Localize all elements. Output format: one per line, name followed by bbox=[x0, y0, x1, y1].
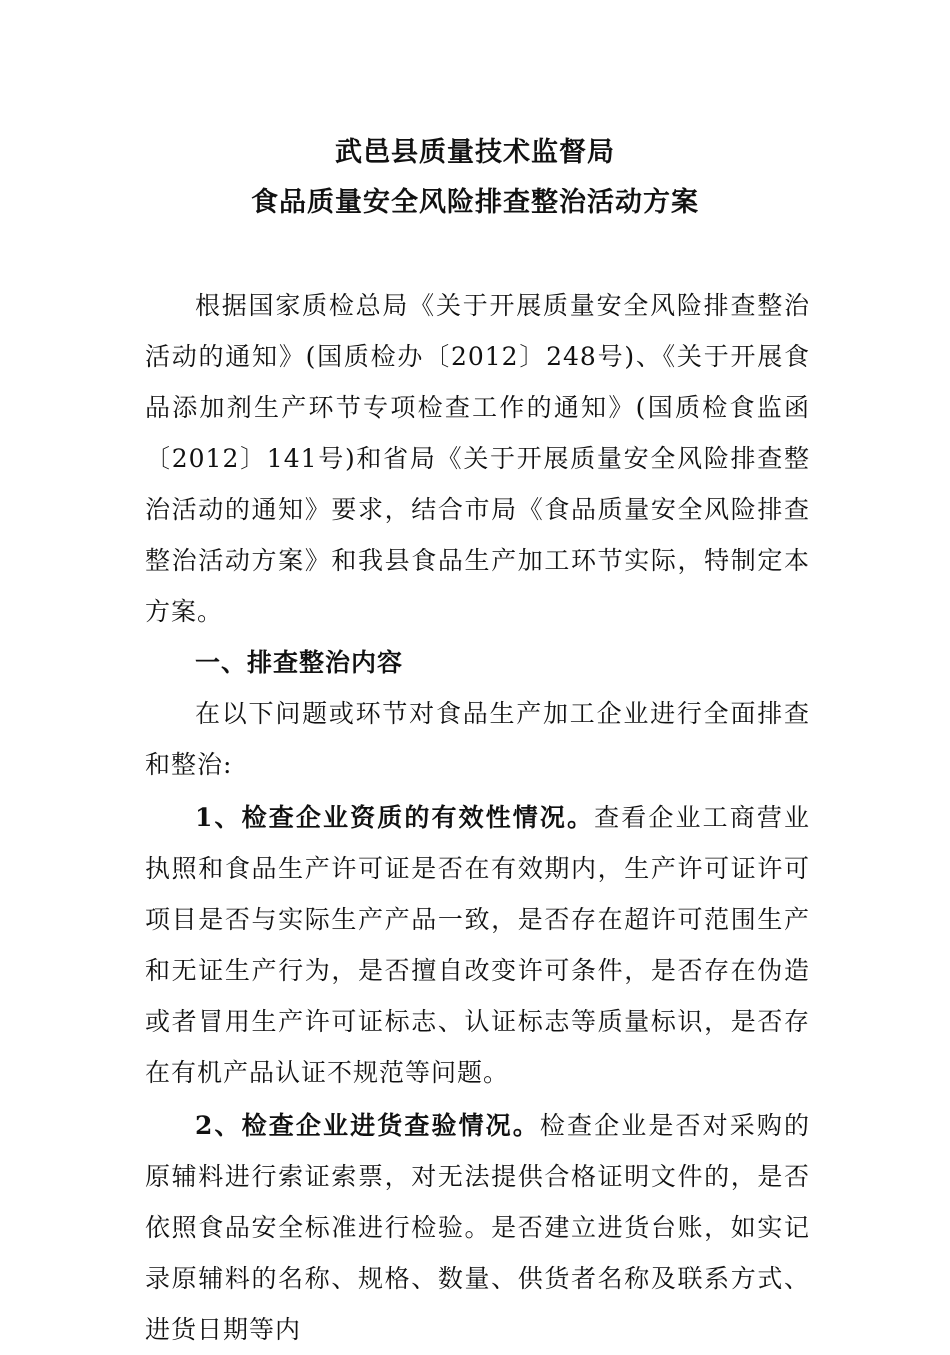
item1-paragraph bbox=[145, 792, 810, 1098]
item1-lead: 1、检查企业资质的有效性情况。 bbox=[195, 803, 595, 832]
item2-paragraph bbox=[145, 1100, 810, 1355]
document-title-line1: 武邑县质量技术监督局 bbox=[335, 137, 615, 168]
intro-paragraph: 根据国家质检总局《关于开展质量安全风险排查整治活动的通知》(国质检办〔2012〕248号)、《关于开展食品添加剂生产环节专项检查工作的通知》(国质检食监函〔2012〕141号)和省局《关于开展质量安全风险排查整治活动的通知》要求，结合市局《食品质量安全风险排查整治活动方案》和我县食品生产加工环节实际，特制定本方案。 bbox=[145, 291, 810, 626]
item2-text: 检查企业是否对采购的原辅料进行索证索票，对无法提供合格证明文件的，是否依照食品安全标准进行检验。是否建立进货台账，如实记录原辅料的名称、规格、数量、供货者名称及联系方式、进货日期等内 bbox=[145, 1111, 810, 1344]
section1-heading: 一、排查整治内容 bbox=[195, 648, 404, 677]
section1-intro-paragraph: 在以下问题或环节对食品生产加工企业进行全面排查和整治: bbox=[145, 699, 810, 779]
document-body bbox=[145, 280, 810, 1355]
item1-text: 查看企业工商营业执照和食品生产许可证是否在有效期内，生产许可证许可项目是否与实际生产产品一致，是否存在超许可范围生产和无证生产行为，是否擅自改变许可条件，是否存在伪造或者冒用生产许可证标志、认证标志等质量标识，是否存在有机产品认证不规范等问题。 bbox=[145, 803, 810, 1087]
item2-lead: 2、检查企业进货查验情况。 bbox=[195, 1111, 540, 1140]
document-title-line2: 食品质量安全风险排查整治活动方案 bbox=[251, 187, 699, 218]
